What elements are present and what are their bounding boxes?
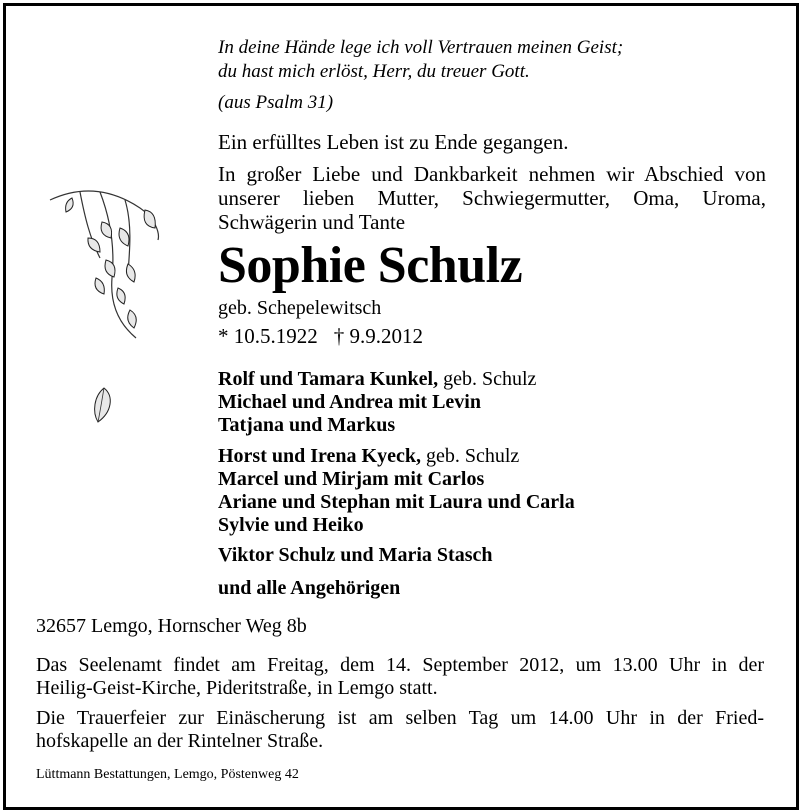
funeral-line-2: hofskapelle an der Rintelner Straße.: [36, 730, 324, 752]
mourner-group-4: [218, 577, 400, 600]
birth-date: * 10.5.1922: [218, 324, 318, 348]
farewell-line-3: Schwägerin und Tante: [218, 210, 406, 234]
service-line-1: Das Seelenamt findet am Freitag, dem 14. September 2012, um 13.00 Uhr in der: [36, 654, 764, 676]
psalm-quote: [218, 36, 623, 84]
mourner-name: Rolf und Tamara Kunkel,: [218, 368, 439, 390]
mourner-line: Ariane und Stephan mit Laura und Carla: [218, 491, 575, 513]
mourner-line: Viktor Schulz und Maria Stasch: [218, 544, 493, 566]
farewell-line-1: In großer Liebe und Dankbarkeit nehmen wir Abschied von: [218, 162, 766, 186]
farewell-line-2: unserer lieben Mutter, Schwiegermutter, Oma, Uroma,: [218, 186, 766, 210]
mourner-line: Michael und Andrea mit Levin: [218, 391, 481, 413]
funeral-notice: [36, 707, 764, 753]
birth-name: geb. Schepelewitsch: [218, 297, 382, 319]
mourner-group-2: [218, 445, 575, 537]
psalm-line-1: In deine Hände lege ich voll Vertrauen meinen Geist;: [218, 37, 624, 58]
family-address: 32657 Lemgo, Hornscher Weg 8b: [36, 615, 307, 637]
mourner-suffix: geb. Schulz: [420, 445, 520, 467]
psalm-source: (aus Psalm 31): [218, 92, 334, 113]
mourner-name: Horst und Irena Kyeck,: [218, 445, 421, 467]
mourner-line: Sylvie und Heiko: [218, 514, 364, 536]
undertaker-footer: Lüttmann Bestattungen, Lemgo, Pöstenweg 42: [36, 767, 299, 782]
funeral-line-1: Die Trauerfeier zur Einäscherung ist am selben Tag um 14.00 Uhr in der Fried-: [36, 707, 764, 729]
life-dates: [218, 324, 423, 349]
mourner-group-1: [218, 368, 536, 437]
psalm-line-2: du hast mich erlöst, Herr, du treuer Gott.: [218, 61, 530, 82]
birch-branch-icon: [40, 178, 170, 348]
farewell-paragraph: [218, 162, 766, 234]
mourner-line: Marcel und Mirjam mit Carlos: [218, 468, 485, 490]
intro-line: Ein erfülltes Leben ist zu Ende gegangen.: [218, 130, 569, 154]
death-date: † 9.9.2012: [333, 324, 423, 348]
single-leaf-icon: [88, 386, 118, 426]
mourner-line: und alle Angehörigen: [218, 577, 401, 599]
service-line-2: Heilig-Geist-Kirche, Pideritstraße, in Lemgo statt.: [36, 677, 438, 699]
deceased-name: Sophie Schulz: [218, 237, 523, 294]
mourner-group-3: [218, 544, 492, 567]
mourner-suffix: geb. Schulz: [438, 368, 537, 390]
service-notice: [36, 654, 764, 700]
mourner-line: Tatjana und Markus: [218, 414, 396, 436]
